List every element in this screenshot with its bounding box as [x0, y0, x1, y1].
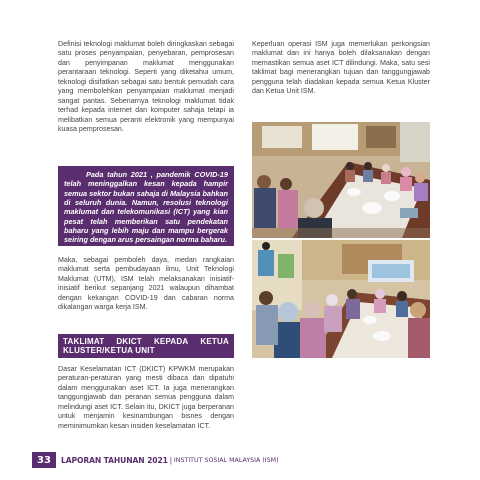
left-column-intro	[58, 40, 234, 135]
heading-word: DKICT	[116, 337, 142, 346]
left-column-initiatives	[58, 256, 234, 313]
meeting-photo-1	[252, 122, 430, 238]
right-column-intro	[252, 40, 430, 97]
dkict-paragraph: Dasar Keselamatan ICT (DKICT) KPWKM merupakan peraturan-peraturan yang mesti dibaca dan dipatuhi dalam menggunakan aset ICT. Ia juga menerangkan tanggungjawab dan peranan semua pengguna dalam melindungi aset ICT. Selain itu, DKICT juga berperanan untuk menjamin kesinambungan bisnes dengan meminimumkan kesan insiden keselamatan ICT.	[58, 365, 234, 430]
heading-word: TAKLIMAT	[63, 337, 105, 346]
callout-text: Pada tahun 2021 , pandemik COVID-19 telah meninggalkan kesan kepada hampir semua sektor bukan sahaja di Malaysia bahkan di seluruh dunia. Namun, resolusi teknologi maklumat dan telekomunikasi (ICT) yang kian pesat telah memberikan satu pendekatan baharu yang lebih maju dan mampu bergerak seiring dengan arus persaingan norma baharu.	[64, 170, 228, 245]
page-number: 33	[32, 452, 56, 468]
highlight-callout	[58, 166, 234, 246]
heading-word: KEPADA	[153, 337, 189, 346]
intro-paragraph: Definisi teknologi maklumat boleh diringkaskan sebagai satu proses penyampaian, penyebaran, pemprosesan dan penyimpanan maklumat menggunakan perantaraan teknologi. Seperti yang diketahui umum, teknologi disifatkan sebagai satu bentuk pemudah cara yang membolehkan penyampaian maklumat menjadi sangat pantas. Sebenarnya teknologi maklumat tidak terhad kepada internet dan komputer sahaja tetapi ia melibatkan semua peranti elektronik yang mempunyai kuasa pemprosesan.	[58, 40, 234, 134]
page-footer	[32, 452, 452, 468]
institute-name: INSTITUT SOSIAL MALAYSIA (ISM)	[173, 456, 279, 464]
footer-separator: |	[169, 455, 172, 465]
initiatives-paragraph: Maka, sebagai pemboleh daya, medan rangkaian maklumat serta pembudayaan ilmu, Unit Teknologi Maklumat (UTM), ISM telah melaksanakan inisiatif-inisiatif berikut sepanjang 2021 walaupun dihambat dengan kekangan COVID-19 dan cabaran norma dikalangan warga kerja ISM.	[58, 256, 234, 312]
report-title: LAPORAN TAHUNAN 2021	[61, 455, 168, 465]
right-paragraph: Keperluan operasi ISM juga memerlukan perkongsian maklumat dan ini hanya boleh dilaksanakan dengan memastikan semua aset ICT dilindungi. Maka, satu sesi taklimat bagi menerangkan tujuan dan tanggungjawab pengguna telah diadakan kepada semua Ketua Kluster dan Ketua Unit ISM.	[252, 40, 430, 96]
meeting-photo-2	[252, 240, 430, 358]
section-heading-line1	[63, 337, 229, 346]
heading-word: KETUA	[200, 337, 229, 346]
section-heading-line2: KLUSTER/KETUA UNIT	[63, 346, 155, 356]
left-column-dkict	[58, 365, 234, 431]
section-heading	[58, 334, 234, 358]
